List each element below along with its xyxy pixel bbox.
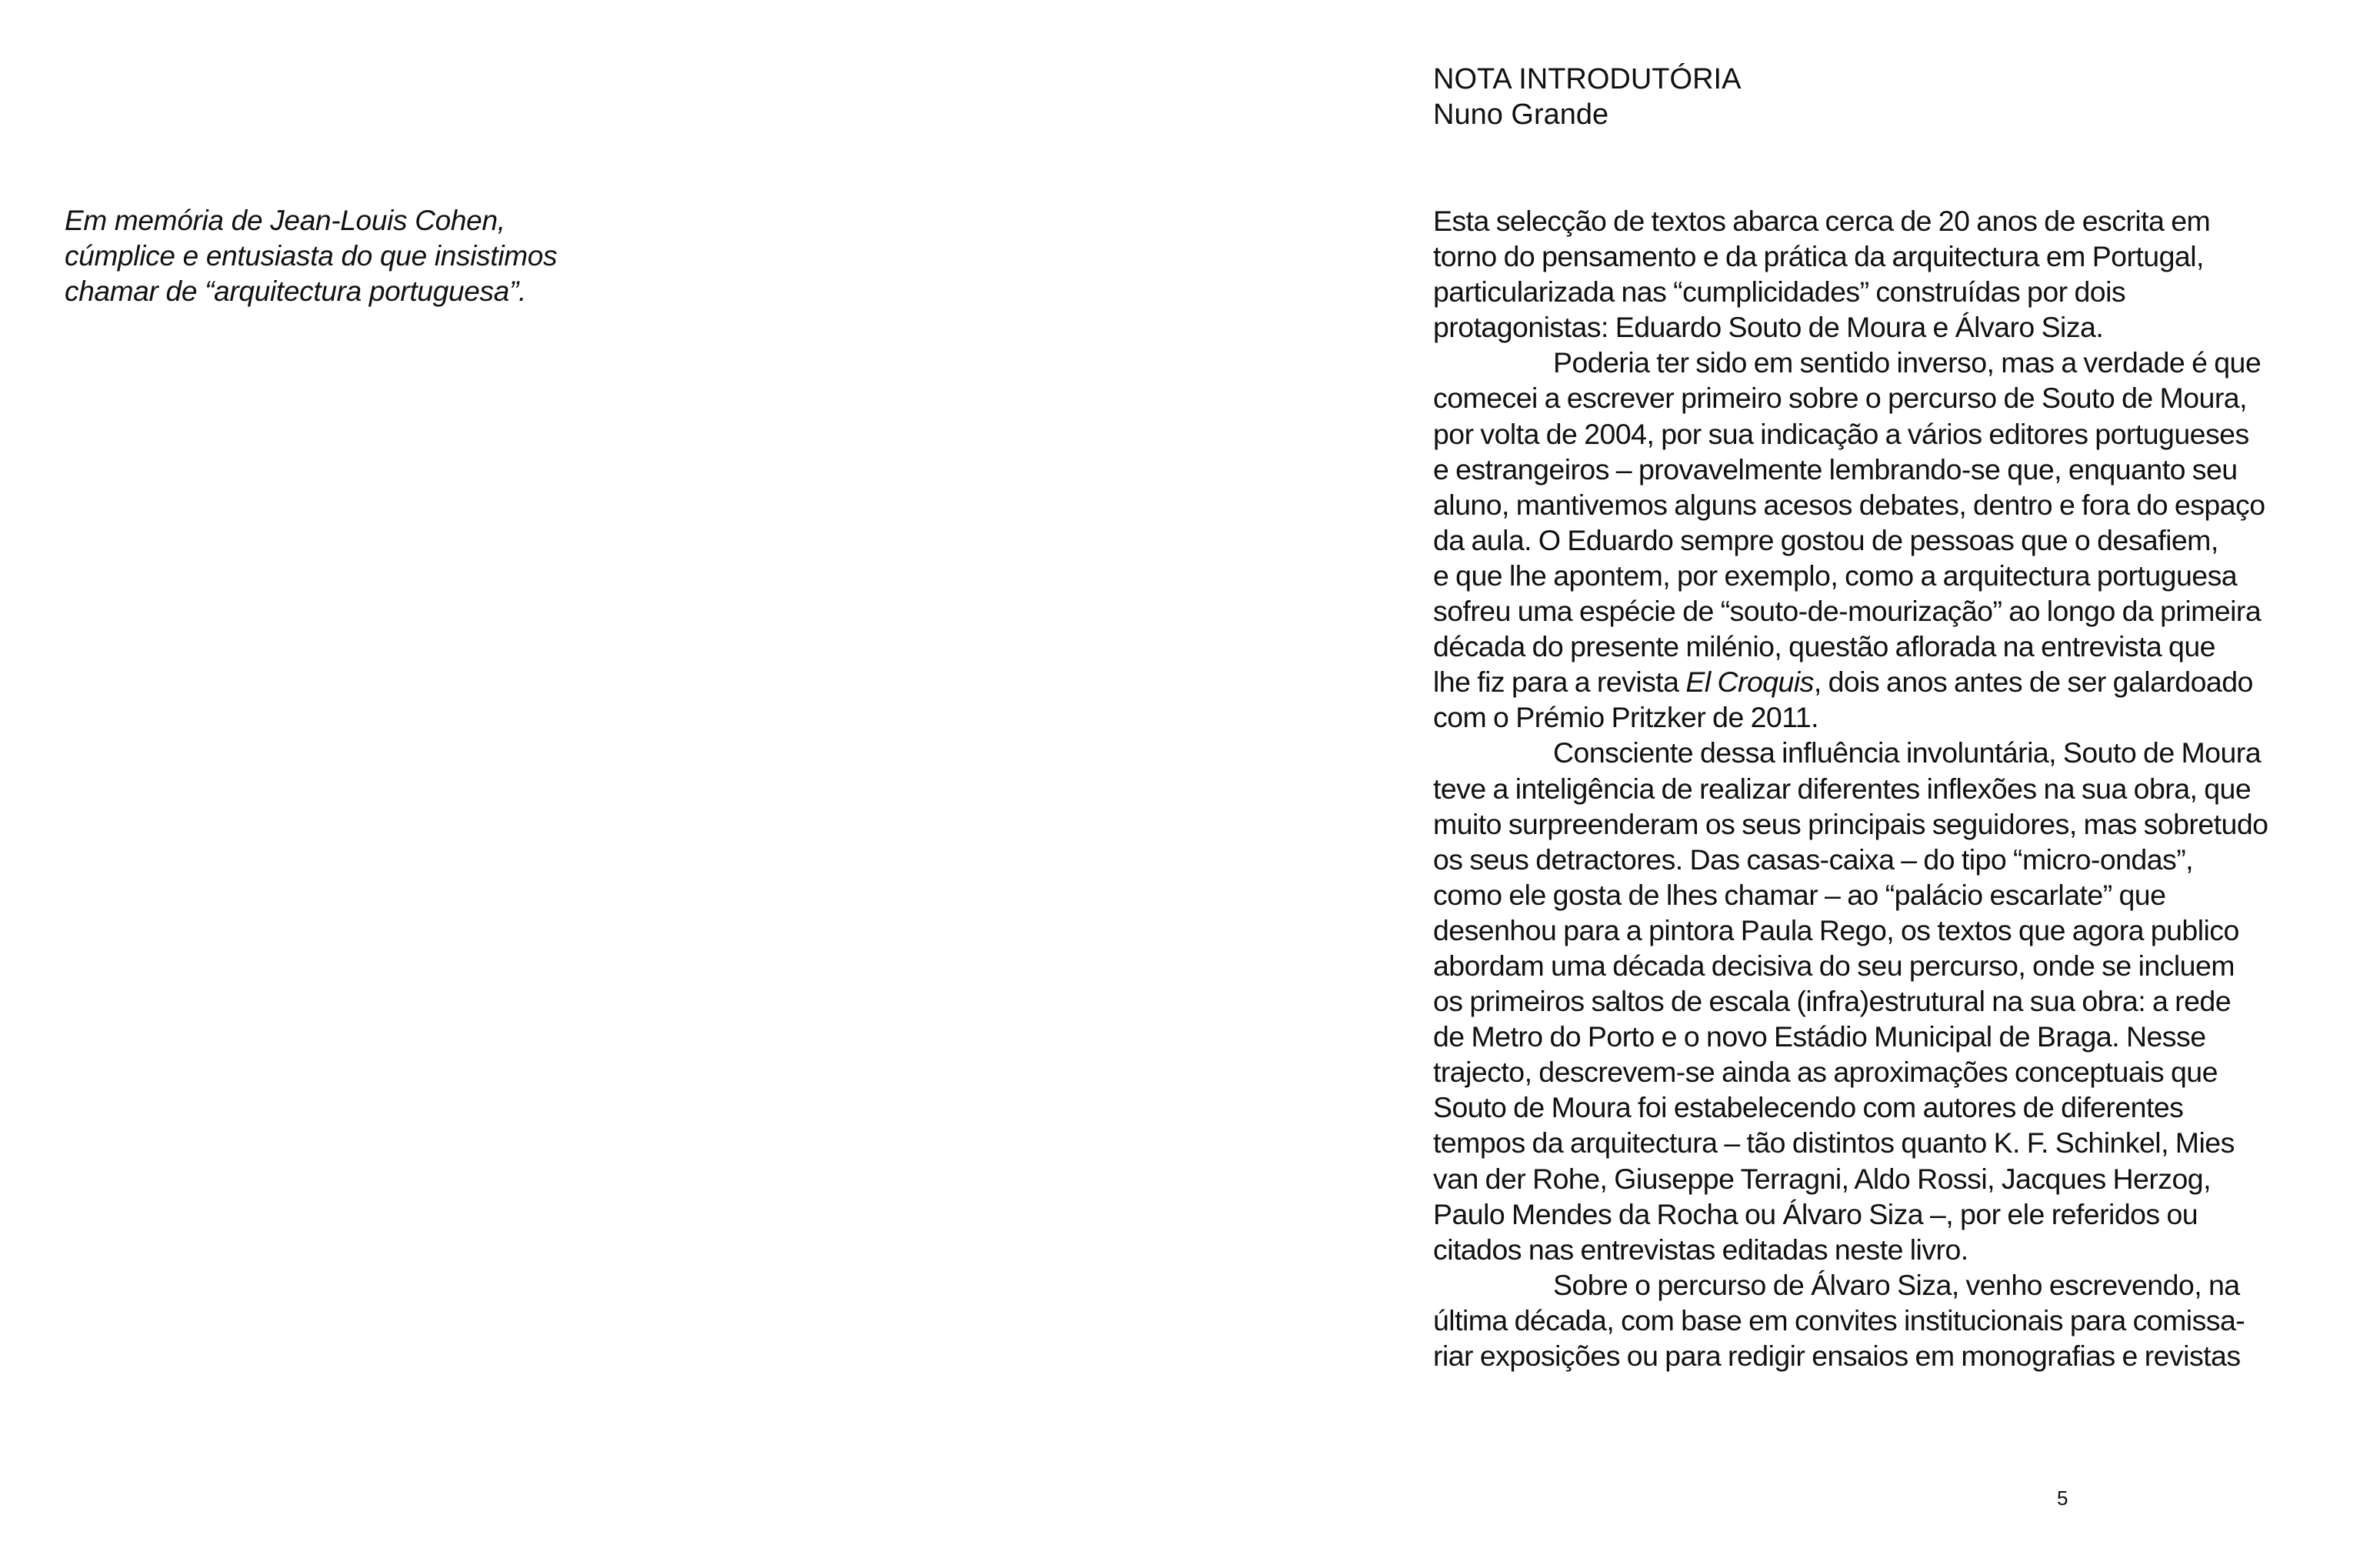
right-page	[1190, 0, 2380, 1545]
dedication	[65, 203, 557, 309]
body-text	[1433, 203, 2356, 1373]
body-line: de Metro do Porto e o novo Estádio Municipal de Braga. Nesse	[1433, 1020, 2206, 1053]
body-line: torno do pensamento e da prática da arquitectura em Portugal,	[1433, 240, 2204, 273]
body-line: particularizada nas “cumplicidades” construídas por dois	[1433, 275, 2126, 309]
dedication-line: chamar de “arquitectura portuguesa”.	[65, 275, 527, 307]
body-line: sofreu uma espécie de “souto-de-mourização” ao longo da primeira	[1433, 595, 2262, 628]
body-line: como ele gosta de lhes chamar – ao “palácio escarlate” que	[1433, 878, 2166, 911]
body-line: com o Prémio Pritzker de 2011.	[1433, 701, 1818, 734]
magazine-title-italic: El Croquis	[1685, 666, 1814, 699]
body-line: citados nas entrevistas editadas neste livro.	[1433, 1233, 1968, 1266]
body-line: Esta selecção de textos abarca cerca de 20 anos de escrita em	[1433, 205, 2211, 237]
text-segment: lhe fiz para a revista	[1433, 666, 1686, 699]
body-line: Paulo Mendes da Rocha ou Álvaro Siza –, por ele referidos ou	[1433, 1197, 2198, 1230]
body-line: protagonistas: Eduardo Souto de Moura e Álvaro Siza.	[1433, 311, 2104, 344]
body-line: teve a inteligência de realizar diferentes inflexões na sua obra, que	[1433, 772, 2252, 805]
body-line: os primeiros saltos de escala (infra)estrutural na sua obra: a rede	[1433, 985, 2232, 1018]
body-line: década do presente milénio, questão aflorada na entrevista que	[1433, 630, 2215, 663]
body-line: e estrangeiros – provavelmente lembrando-se que, enquanto seu	[1433, 452, 2238, 486]
text-segment: , dois anos antes de ser galardoado	[1813, 666, 2253, 699]
author-name: Nuno Grande	[1433, 98, 1609, 131]
body-line: comecei a escrever primeiro sobre o percurso de Souto de Moura,	[1433, 382, 2247, 415]
body-line: trajecto, descrevem-se ainda as aproximações conceptuais que	[1433, 1056, 2218, 1089]
body-line: da aula. O Eduardo sempre gostou de pessoas que o desafiem,	[1433, 523, 2218, 556]
body-line: desenhou para a pintora Paula Rego, os textos que agora publico	[1433, 913, 2239, 946]
dedication-line: Em memória de Jean-Louis Cohen,	[65, 205, 505, 236]
body-line-with-italic	[1433, 664, 2356, 699]
body-line: aluno, mantivemos alguns acesos debates, dentro e fora do espaço	[1433, 488, 2265, 521]
paragraph-start-line: Consciente dessa influência involuntária, Souto de Moura	[1553, 736, 2262, 769]
body-line: os seus detractores. Das casas-caixa – do tipo “micro-ondas”,	[1433, 843, 2194, 876]
dedication-line: cúmplice e entusiasta do que insistimos	[65, 240, 558, 272]
body-line: muito surpreenderam os seus principais seguidores, mas sobretudo	[1433, 807, 2268, 840]
body-line: última década, com base em convites institucionais para comissa-	[1433, 1303, 2245, 1336]
body-line: Souto de Moura foi estabelecendo com autores de diferentes	[1433, 1091, 2184, 1124]
body-line: e que lhe apontem, por exemplo, como a arquitectura portuguesa	[1433, 559, 2238, 592]
section-title: NOTA INTRODUTÓRIA	[1433, 63, 1742, 95]
body-line: abordam uma década decisiva do seu percurso, onde se incluem	[1433, 949, 2235, 982]
body-line: por volta de 2004, por sua indicação a vários editores portugueses	[1433, 417, 2249, 450]
page-number: 5	[2057, 1487, 2068, 1510]
body-line: van der Rohe, Giuseppe Terragni, Aldo Rossi, Jacques Herzog,	[1433, 1162, 2211, 1195]
body-line: riar exposições ou para redigir ensaios em monografias e revistas	[1433, 1340, 2241, 1372]
paragraph-start-line: Poderia ter sido em sentido inverso, mas a verdade é que	[1553, 346, 2262, 379]
section-heading	[1433, 62, 1741, 132]
paragraph-start-line: Sobre o percurso de Álvaro Siza, venho escrevendo, na	[1553, 1268, 2240, 1301]
body-line: tempos da arquitectura – tão distintos quanto K. F. Schinkel, Mies	[1433, 1126, 2235, 1160]
